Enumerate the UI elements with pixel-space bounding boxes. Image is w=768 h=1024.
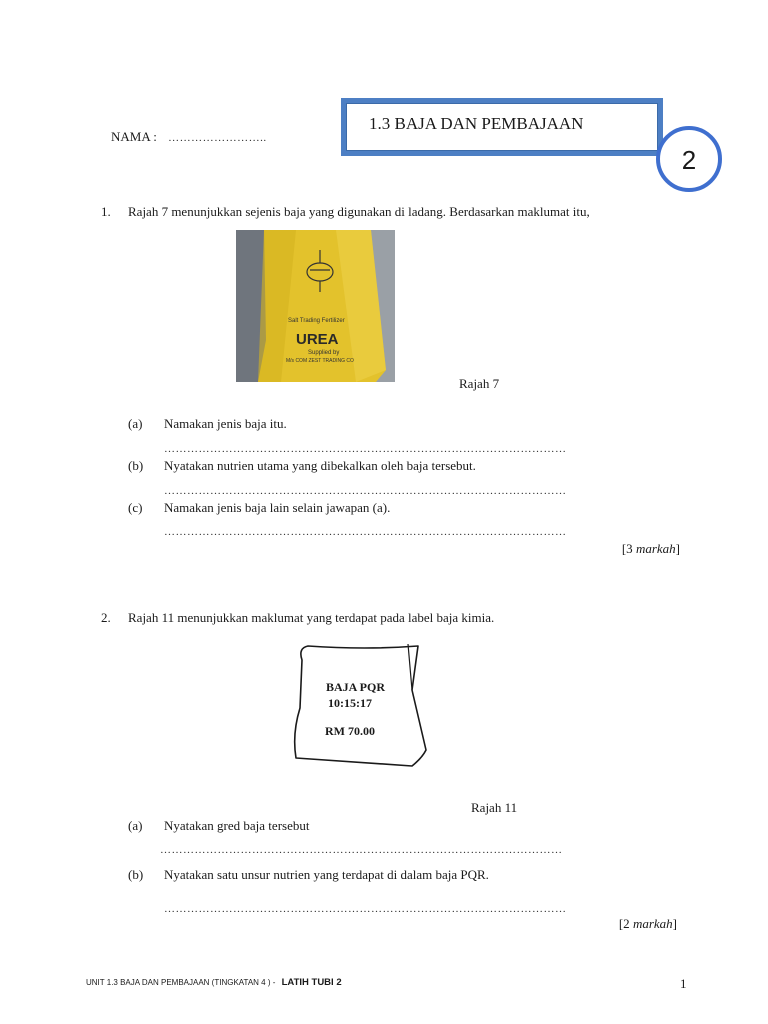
- q2a-label: (a): [128, 818, 143, 833]
- q2-number: 2.: [101, 610, 111, 625]
- q1-marks-word: markah: [635, 541, 676, 556]
- q1a-label: (a): [128, 416, 143, 431]
- q1c-answer-line[interactable]: ……………………………………………………………………………………………: [164, 526, 567, 538]
- name-field: [111, 129, 267, 145]
- name-dots: ……………………..: [168, 132, 267, 144]
- q2-text: Rajah 11 menunjukkan maklumat yang terdapat pada label baja kimia.: [128, 610, 495, 625]
- q2-marks-word: markah: [632, 916, 673, 931]
- footer-latih: LATIH TUBI 2: [281, 977, 342, 988]
- q2a-answer-line[interactable]: ……………………………………………………………………………………………: [160, 844, 563, 856]
- exercise-number-badge: 2: [656, 126, 722, 192]
- q2a-text: Nyatakan gred baja tersebut: [164, 818, 310, 833]
- q1b-answer-line[interactable]: ……………………………………………………………………………………………: [164, 485, 567, 497]
- q1a-answer-line[interactable]: ……………………………………………………………………………………………: [164, 443, 567, 455]
- urea-bag-illustration: [236, 230, 395, 382]
- q1c-text: Namakan jenis baja lain selain jawapan (a).: [164, 500, 391, 515]
- name-label: NAMA :: [111, 129, 157, 144]
- footer-unit-text: UNIT 1.3 BAJA DAN PEMBAJAAN (TINGKATAN 4 ) -: [86, 978, 276, 987]
- q1b-label: (b): [128, 458, 144, 473]
- q1-caption: Rajah 7: [459, 376, 500, 391]
- q2-marks-open: [2: [618, 916, 633, 931]
- photo-supplied: Supplied by: [308, 350, 340, 356]
- q2-caption: Rajah 11: [471, 800, 518, 815]
- bag-name: BAJA PQR: [326, 680, 386, 694]
- q1a-text: Namakan jenis baja itu.: [164, 416, 287, 431]
- q2b-label: (b): [128, 867, 144, 882]
- q1b-text: Nyatakan nutrien utama yang dibekalkan oleh baja tersebut.: [164, 458, 476, 473]
- q2-marks: [619, 916, 677, 932]
- q1-marks-open: [3: [621, 541, 636, 556]
- title-box: [341, 98, 663, 156]
- q2b-answer-line[interactable]: ……………………………………………………………………………………………: [164, 903, 567, 915]
- page-number: 1: [680, 976, 687, 991]
- page-title: 1.3 BAJA DAN PEMBAJAAN: [346, 103, 658, 151]
- q1c-label: (c): [128, 500, 143, 515]
- q2b-text: Nyatakan satu unsur nutrien yang terdapat di dalam baja PQR.: [164, 867, 489, 882]
- photo-brand: UREA: [296, 331, 339, 348]
- bag-grade: 10:15:17: [328, 696, 372, 710]
- q1-marks: [622, 541, 680, 557]
- q1-text: Rajah 7 menunjukkan sejenis baja yang digunakan di ladang. Berdasarkan maklumat itu,: [128, 204, 590, 219]
- q1-number: 1.: [101, 204, 111, 219]
- bag-price: RM 70.00: [325, 724, 375, 738]
- footer-unit: [86, 977, 342, 988]
- photo-supplier: M/s COM ZEST TRADING CO: [286, 358, 354, 364]
- photo-line1: Salt Trading Fertilizer: [288, 318, 345, 324]
- q2-marks-close: ]: [672, 916, 677, 931]
- q1-marks-close: ]: [675, 541, 680, 556]
- urea-bag-photo: [236, 230, 395, 382]
